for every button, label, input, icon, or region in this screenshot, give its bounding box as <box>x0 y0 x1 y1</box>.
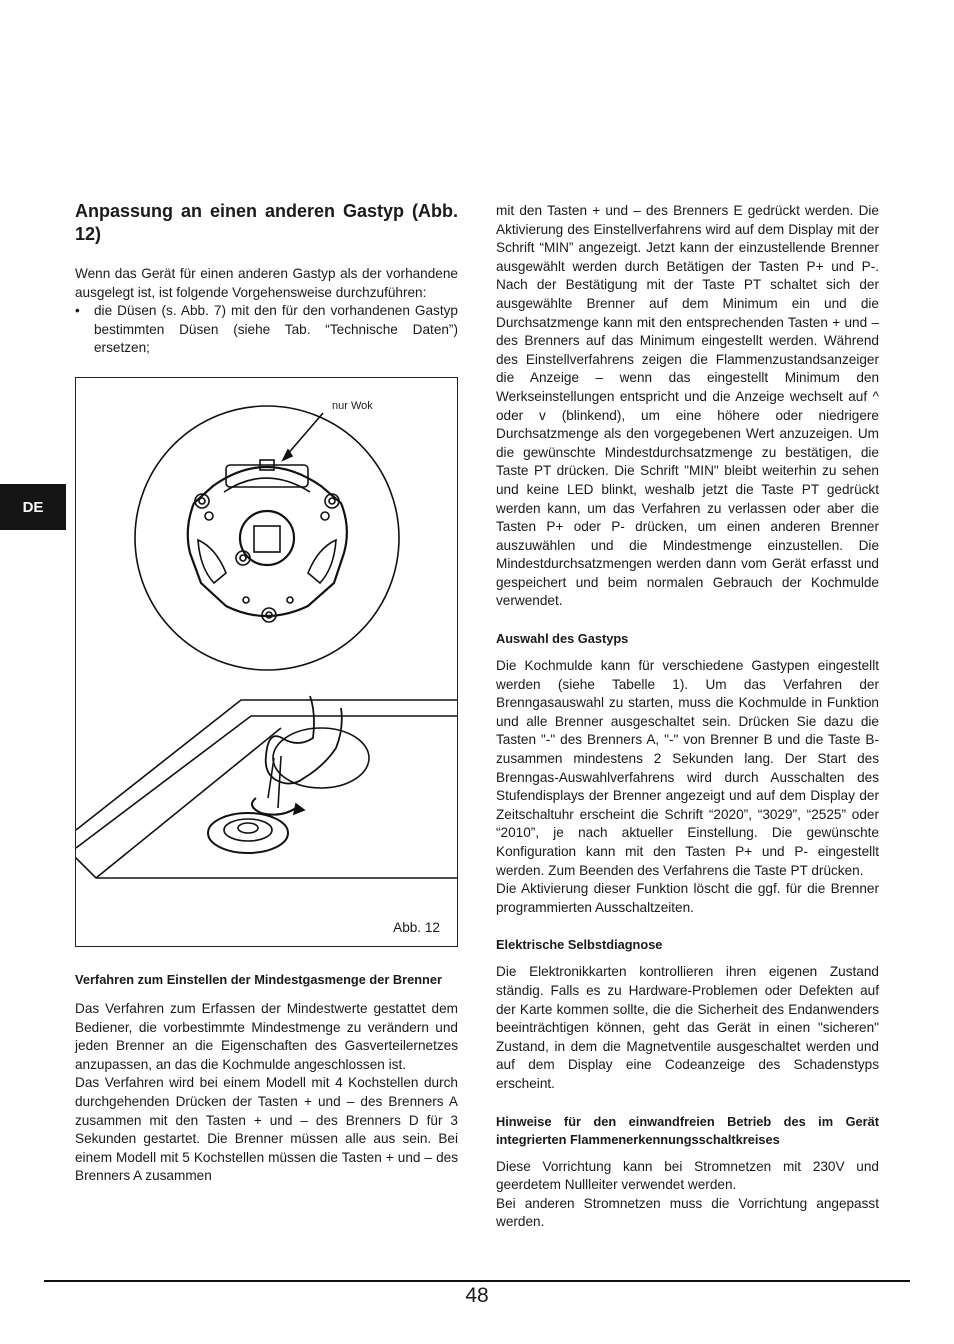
left-paragraph-2: Das Verfahren wird bei einem Modell mit 4 Kochstellen durch durchgehenden Drücken der Tasten + und – des Brenners A zusammen mit den Tasten + und – des Brenners D für 3 Sekunden gestartet. Die Brenner müssen alle aus sein. Bei einem Modell mit 5 Kochstellen müssen die Tasten + und – des Brenners A zusammen <box>75 1075 458 1184</box>
intro-paragraph: Wenn das Gerät für einen anderen Gastyp als der vorhandene ausgelegt ist, ist folgende Vorgehensweise durchzuführen: <box>75 266 458 300</box>
subheading-gas-type: Auswahl des Gastyps <box>496 631 629 647</box>
footer-divider <box>44 1280 910 1282</box>
burner-illustration <box>76 378 457 946</box>
hole-bottom-left <box>243 597 249 603</box>
hole-left <box>205 512 213 520</box>
right-paragraph-3: Die Aktivierung dieser Funktion löscht die ggf. für die Brenner programmierten Ausschaltzeiten. <box>496 881 879 915</box>
right-paragraph-2: Die Kochmulde kann für verschiedene Gastypen eingestellt werden (siehe Tabelle 1). Um das Verfahren der Brenngasauswahl zu starten, muss die Kochmulde in Funktion und alle Brenner ausgeschaltet sein. Drücken Sie dazu die Tasten "-" des Brenners A, "-" von Brenner B und die Taste B- zusammen mindestens 2 Sekunden lang. Der Start des Brenngas-Auswahlverfahrens wird durch Ausschalten des Stufendisplays der Brenner angezeigt und auf dem Display der Zeitschaltuhr erscheint die Schrift “2020”, “3029”, “2525” oder “2010”, je nach aktueller Einstellung. Die gewünschte Konfiguration kann mit den Tasten P+ und P- eingestellt werden. Zum Beenden des Verfahrens die Taste PT drücken. <box>496 658 879 878</box>
right-lug <box>308 540 336 583</box>
left-lug <box>198 540 226 583</box>
back-burner <box>273 728 369 788</box>
bullet-dot: • <box>75 303 80 319</box>
pointer-line <box>286 413 323 456</box>
right-paragraph-4: Die Elektronikkarten kontrollieren ihren eigenen Zustand ständig. Falls es zu Hardware-Problemen oder Defekten auf der Karte kommen sollte, die die Sicherheit des Endanwenders beeinträchtigen können, geht das Gerät in einen "sicheren" Zustand, in dem die Magnetventile ausgeschaltet werden und auf dem Display eine Codeanzeige des Schadenstyps erscheint. <box>496 964 879 1091</box>
screw-right-inner <box>329 498 335 504</box>
rotation-arrowhead <box>294 804 304 814</box>
language-tab: DE <box>0 484 66 530</box>
right-column <box>496 202 879 1232</box>
hob-burner-core <box>238 823 258 833</box>
right-paragraph-6: Bei anderen Stromnetzen muss die Vorrichtung angepasst werden. <box>496 1195 879 1230</box>
rotation-arrow <box>252 798 296 815</box>
right-paragraph-5: Diese Vorrichtung kann bei Stromnetzen mit 230V und geerdetem Nullleiter verwendet werden. <box>496 1158 879 1193</box>
injector-square <box>254 526 280 552</box>
section-heading: Anpassung an einen anderen Gastyp (Abb. 12) <box>75 201 458 244</box>
page-number: 48 <box>465 1284 489 1307</box>
hole-bottom-right <box>287 597 293 603</box>
wok-outer-ring <box>135 406 399 670</box>
bullet-item <box>75 302 458 358</box>
subheading-self-diagnosis: Elektrische Selbstdiagnose <box>496 937 663 953</box>
bullet-text: die Düsen (s. Abb. 7) mit den für den vorhandenen Gastyp bestimmten Düsen (siehe Tab. “Technische Daten”) ersetzen; <box>94 303 458 356</box>
screw-center-inner <box>240 555 246 561</box>
injector-housing <box>240 511 294 565</box>
screw-left-inner <box>199 498 205 504</box>
burner-inner-arc <box>224 478 310 492</box>
figure-12 <box>75 377 458 947</box>
left-paragraph-1: Das Verfahren zum Erfassen der Mindestwerte gestattet dem Bediener, die vorbestimmte Mindestmenge zu verändern und jeden Brenner an die Eigenschaften des Gasverteilernetzes anzupassen, an das die Kochmulde angeschlossen ist. <box>75 1000 458 1072</box>
left-column <box>75 200 458 1186</box>
subheading-flame-detection: Hinweise für den einwandfreien Betrieb des im Gerät integrierten Flammenerkennungsschaltkreises <box>496 1113 879 1147</box>
hob-front <box>76 853 457 878</box>
right-paragraph-1: mit den Tasten + und – des Brenners E gedrückt werden. Die Aktivierung des Einstellverfahrens wird auf dem Display mit der Schrift “MIN” angezeigt. Jetzt kann der einzustellende Brenner ausgewählt werden durch Betätigen der Tasten P+ und P-. Nach der Bestätigung mit der Taste PT schaltet sich der ausgewählte Brenner auf dem Minimum ein und die Durchsatzmenge kann mit den entsprechenden Tasten + und – des Brenners auf das Minimum eingestellt werden. Während des Einstellverfahrens zeigen die Flammenzustandsanzeiger die Anzeige – wenn das eingestellt Minimum den Werkseinstellungen entspricht und die Anzeige wechselt auf ^ oder v (blinkend), um eine höhere oder niedrigere Durchsatzmenge als den vorgegebenen Wert anzuzeigen. Um die gewünschte Mindestdurchsatzmenge zu bestätigen, die Taste PT drücken. Die Schrift "MIN" bleibt weiterhin zu sehen und keine LED blinkt, weshalb jetzt die Taste PT gedrückt werden kann, um das Verfahren zu verlassen oder aber die Tasten P+ oder P- drücken, um einen anderen Brenner auszuwählen und die Mindestmenge einzustellen. Die Mindestdurchsatzmengen werden dann vom Gerät erfasst und gespeichert und beim normalen Gebrauch der Kochmulde verwendet. <box>496 203 879 609</box>
figure-label-nur-wok: nur Wok <box>332 399 373 412</box>
hob-edge-inner <box>76 716 457 848</box>
subheading-min-gas: Verfahren zum Einstellen der Mindestgasmenge der Brenner <box>75 971 442 987</box>
hole-right <box>321 512 329 520</box>
hob-diagonal <box>96 728 281 878</box>
figure-caption: Abb. 12 <box>393 920 440 936</box>
burner-base <box>188 467 347 616</box>
